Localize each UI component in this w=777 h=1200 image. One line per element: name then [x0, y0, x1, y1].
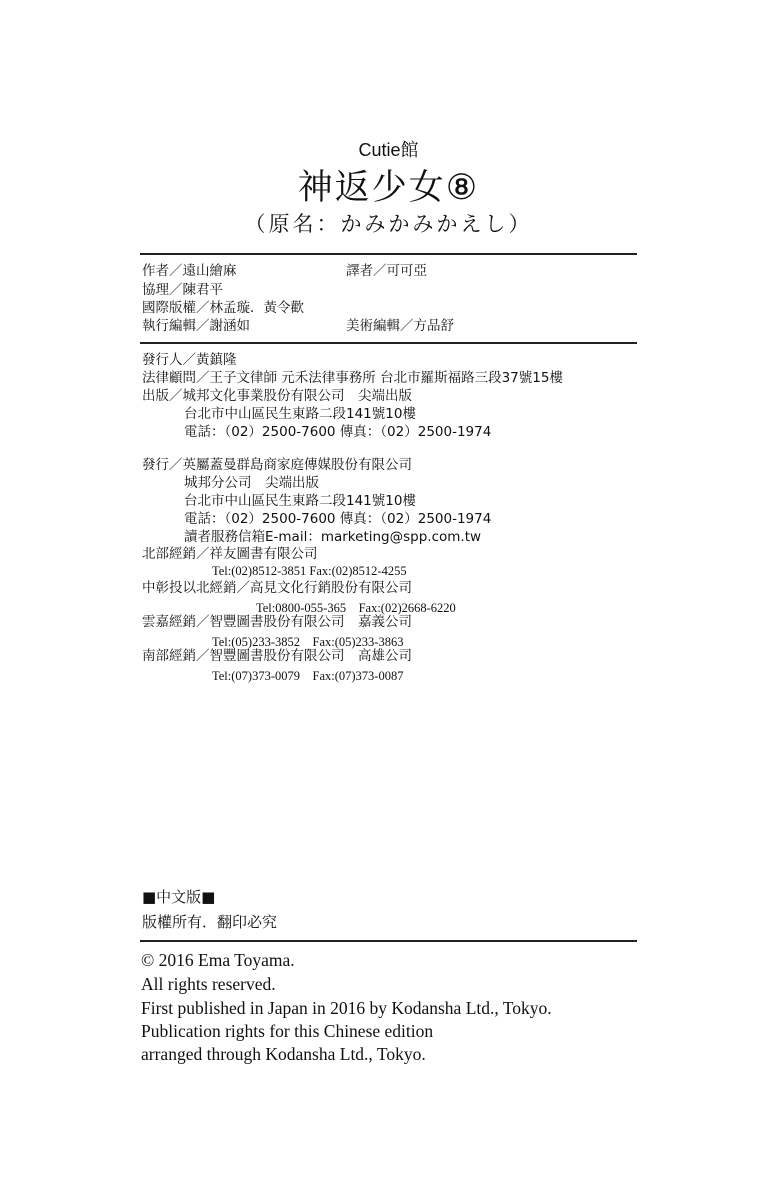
publish-line: 出版／城邦文化事業股份有限公司 尖端出版 — [142, 388, 412, 404]
coordinator-credit: 協理／陳君平 — [142, 282, 223, 298]
rights-notice: 版權所有．翻印必究 — [142, 913, 278, 931]
central-tel: Tel:0800-055-365 Fax:(02)2668-6220 — [256, 601, 456, 615]
north-tel: Tel:(02)8512-3851 Fax:(02)8512-4255 — [212, 564, 407, 578]
distribution-phone: 電話：（02）2500-7600 傳真：（02）2500-1974 — [184, 511, 492, 527]
distribution-line: 發行／英屬蓋曼群島商家庭傳媒股份有限公司 — [142, 457, 412, 473]
yunjia-tel: Tel:(05)233-3852 Fax:(05)233-3863 — [212, 635, 404, 649]
translator-credit: 譯者／可可亞 — [346, 263, 427, 279]
branch-line: 城邦分公司 尖端出版 — [184, 475, 319, 491]
copyright-line: © 2016 Ema Toyama. — [141, 950, 295, 970]
distribution-address: 台北市中山區民生東路二段141號10樓 — [184, 493, 416, 509]
edition-label: ■中文版■ — [142, 888, 216, 906]
divider-middle — [140, 342, 637, 344]
issuer-line: 發行人／黃鎮隆 — [142, 352, 237, 368]
south-tel: Tel:(07)373-0079 Fax:(07)373-0087 — [212, 669, 404, 683]
south-distributor: 南部經銷／智豐圖書股份有限公司 高雄公司 — [142, 648, 412, 664]
legal-line: 法律顧問／王子文律師 元禾法律事務所 台北市羅斯福路三段37號15樓 — [142, 370, 563, 386]
divider-top — [140, 253, 637, 255]
divider-bottom — [140, 940, 637, 942]
exec-editor-credit: 執行編輯／謝涵如 — [142, 318, 250, 334]
original-title: （原名：かみかみかえし） — [244, 212, 533, 236]
intl-rights-credit: 國際版權／林孟璇．黃令歡 — [142, 300, 304, 316]
arranged-through-line: arranged through Kodansha Ltd., Tokyo. — [141, 1044, 426, 1064]
art-editor-credit: 美術編輯／方品舒 — [346, 318, 454, 334]
central-distributor: 中彰投以北經銷／高見文化行銷股份有限公司 — [142, 580, 412, 596]
publish-phone: 電話：（02）2500-7600 傳真：（02）2500-1974 — [184, 424, 492, 440]
book-title: 神返少女⑧ — [297, 168, 480, 208]
author-credit: 作者／遠山繪麻 — [142, 263, 237, 279]
series-name: Cutie館 — [358, 140, 419, 160]
north-distributor: 北部經銷／祥友圖書有限公司 — [142, 546, 318, 562]
reader-email: 讀者服務信箱E-mail：marketing@spp.com.tw — [184, 529, 482, 545]
publish-address: 台北市中山區民生東路二段141號10樓 — [184, 406, 416, 422]
rights-reserved-line: All rights reserved. — [141, 974, 276, 994]
yunjia-distributor: 雲嘉經銷／智豐圖書股份有限公司 嘉義公司 — [142, 614, 412, 630]
publication-rights-line: Publication rights for this Chinese edition — [141, 1021, 434, 1041]
first-published-line: First published in Japan in 2016 by Kodansha Ltd., Tokyo. — [141, 998, 552, 1018]
